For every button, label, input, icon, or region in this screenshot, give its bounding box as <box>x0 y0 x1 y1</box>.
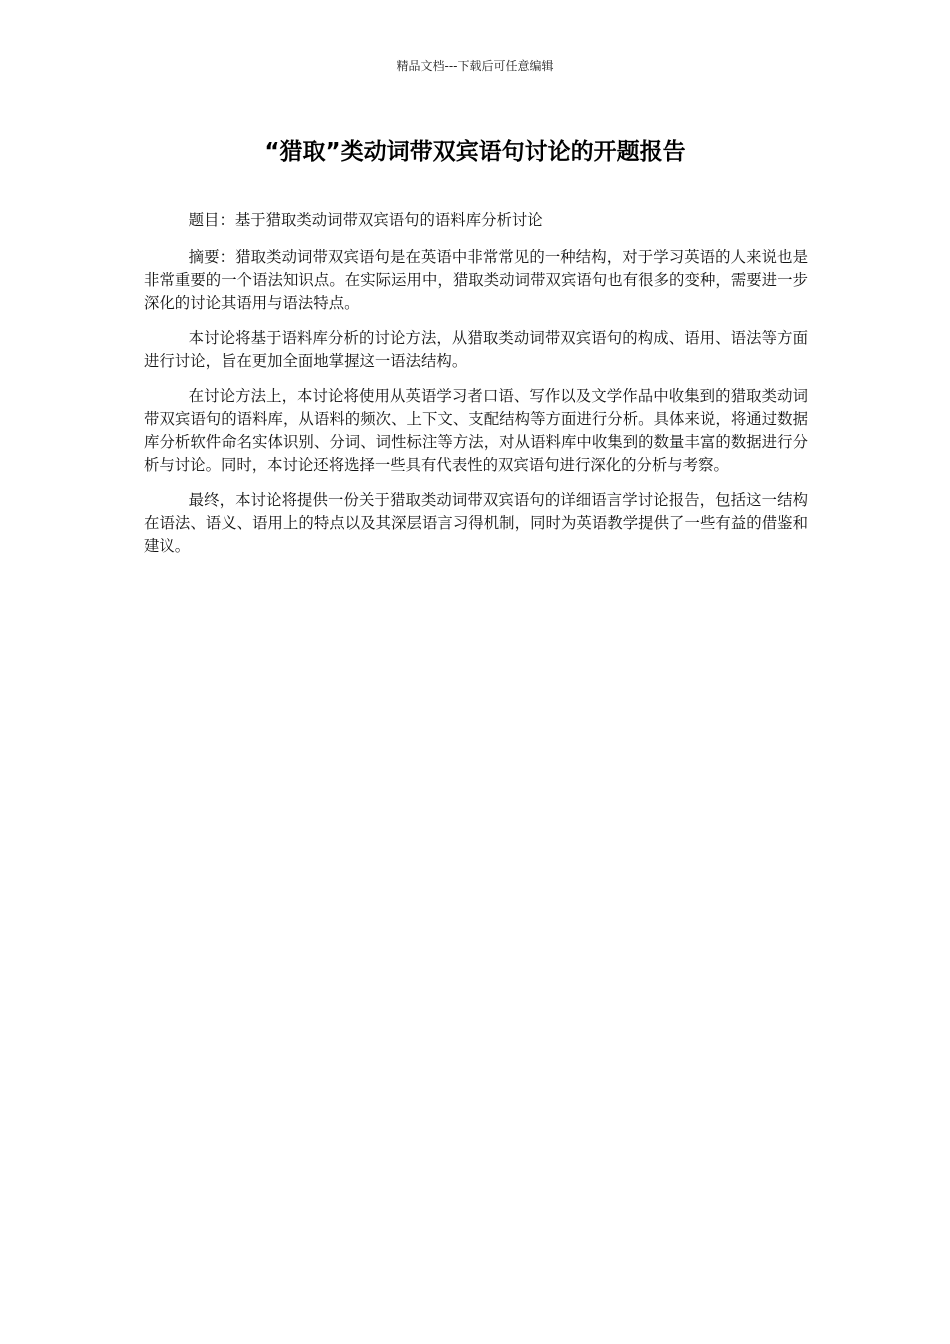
conclusion-paragraph: 最终，本讨论将提供一份关于猎取类动词带双宾语句的详细语言学讨论报告，包括这一结构在语法、语义、语用上的特点以及其深层语言习得机制，同时为英语教学提供了一些有益的借鉴和建议。 <box>144 491 808 555</box>
abstract-paragraph: 摘要：猎取类动词带双宾语句是在英语中非常常见的一种结构，对于学习英语的人来说也是非常重要的一个语法知识点。在实际运用中，猎取类动词带双宾语句也有很多的变种，需要进一步深化的讨论其语用与语法特点。 <box>144 248 808 312</box>
document-body <box>144 209 808 570</box>
topic-line: 题目：基于猎取类动词带双宾语句的语料库分析讨论 <box>188 211 543 229</box>
header-note: 精品文档---下载后可任意编辑 <box>396 59 554 73</box>
scope-paragraph: 本讨论将基于语料库分析的讨论方法，从猎取类动词带双宾语句的构成、语用、语法等方面进行讨论，旨在更加全面地掌握这一语法结构。 <box>144 329 808 370</box>
document-title: “猎取”类动词带双宾语句讨论的开题报告 <box>264 139 686 165</box>
method-paragraph: 在讨论方法上，本讨论将使用从英语学习者口语、写作以及文学作品中收集到的猎取类动词带双宾语句的语料库，从语料的频次、上下文、支配结构等方面进行分析。具体来说，将通过数据库分析软件命名实体识别、分词、词性标注等方法，对从语料库中收集到的数量丰富的数据进行分析与讨论。同时，本讨论还将选择一些具有代表性的双宾语句进行深化的分析与考察。 <box>144 387 808 474</box>
